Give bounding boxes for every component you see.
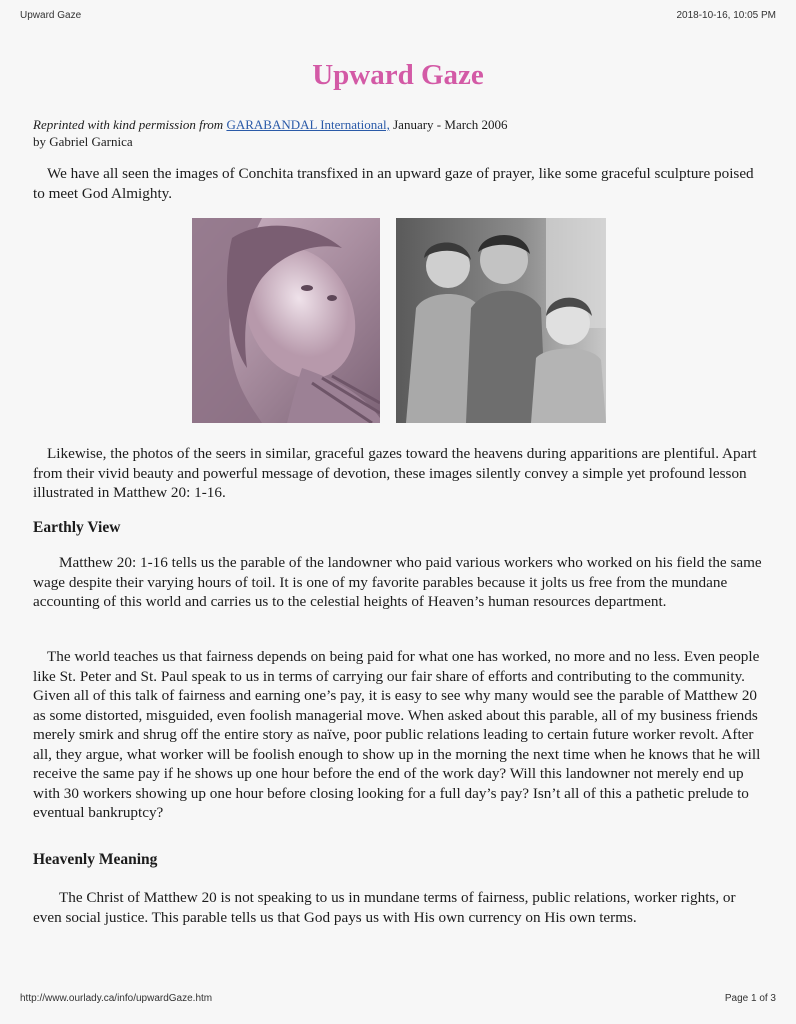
likewise-paragraph <box>33 444 763 503</box>
header-page-title: Upward Gaze <box>20 10 82 21</box>
byline: by Gabriel Garnica <box>33 134 133 149</box>
issue-date: January - March 2006 <box>393 117 508 132</box>
source-link[interactable]: GARABANDAL International, <box>226 117 390 132</box>
footer-url[interactable]: http://www.ourlady.ca/info/upwardGaze.htm <box>20 993 213 1004</box>
conchita-photo <box>192 218 380 423</box>
seers-photo <box>396 218 606 423</box>
article-credit <box>33 116 508 150</box>
earthly-paragraph-2 <box>33 647 763 823</box>
earthly-view-heading: Earthly View <box>33 519 121 536</box>
article-title: Upward Gaze <box>312 59 484 91</box>
heavenly-text-1: The Christ of Matthew 20 is not speaking to us in mundane terms of fairness, public relations, worker rights, or even social justice. This parable tells us that God pays us with His own currency on His own terms. <box>33 889 736 926</box>
earthly-paragraph-1 <box>33 553 763 612</box>
conchita-photo-graphic <box>192 218 380 423</box>
reprint-text: Reprinted with kind permission from <box>33 117 224 132</box>
intro-text: We have all seen the images of Conchita transfixed in an upward gaze of prayer, like some graceful sculpture poised to meet God Almighty. <box>33 165 754 202</box>
seers-photo-graphic <box>396 218 606 423</box>
header-datetime: 2018-10-16, 10:05 PM <box>676 10 776 21</box>
heavenly-paragraph-1 <box>33 888 763 927</box>
heavenly-meaning-heading: Heavenly Meaning <box>33 851 158 868</box>
footer-page-number: Page 1 of 3 <box>724 993 776 1004</box>
earthly-text-2: The world teaches us that fairness depends on being paid for what one has worked, no more and no less. Even people like St. Peter and St. Paul speak to us in terms of carrying our fair share of efforts and contributing to the community. Given all of this talk of fairness and earning one’s pay, it is easy to see why many would see the parable of Matthew 20 as some distorted, misguided, even foolish managerial move. When asked about this parable, all of my business friends merely smirk and shrug off the entire story as naïve, poor public relations leading to certain future worker revolt. After all, they argue, what worker will be foolish enough to show up in the morning the next time when he knows that he will receive the same pay if he shows up one hour before the end of the work day? Will this landowner not merely end up with 30 workers showing up one hour before closing looking for a full day’s pay? Isn’t all of this a pathetic prelude to eventual bankruptcy? <box>33 648 761 821</box>
intro-paragraph <box>33 164 763 203</box>
likewise-text: Likewise, the photos of the seers in similar, graceful gazes toward the heavens during apparitions are plentiful. Apart from their vivid beauty and powerful message of devotion, these images silently convey a simple yet profound lesson illustrated in Matthew 20: 1-16. <box>33 445 757 501</box>
earthly-text-1: Matthew 20: 1-16 tells us the parable of the landowner who paid various workers who worked on his field the same wage despite their varying hours of toil. It is one of my favorite parables because it jolts us free from the mundane accounting of this world and carries us to the celestial heights of Heaven’s human resources department. <box>33 554 762 610</box>
